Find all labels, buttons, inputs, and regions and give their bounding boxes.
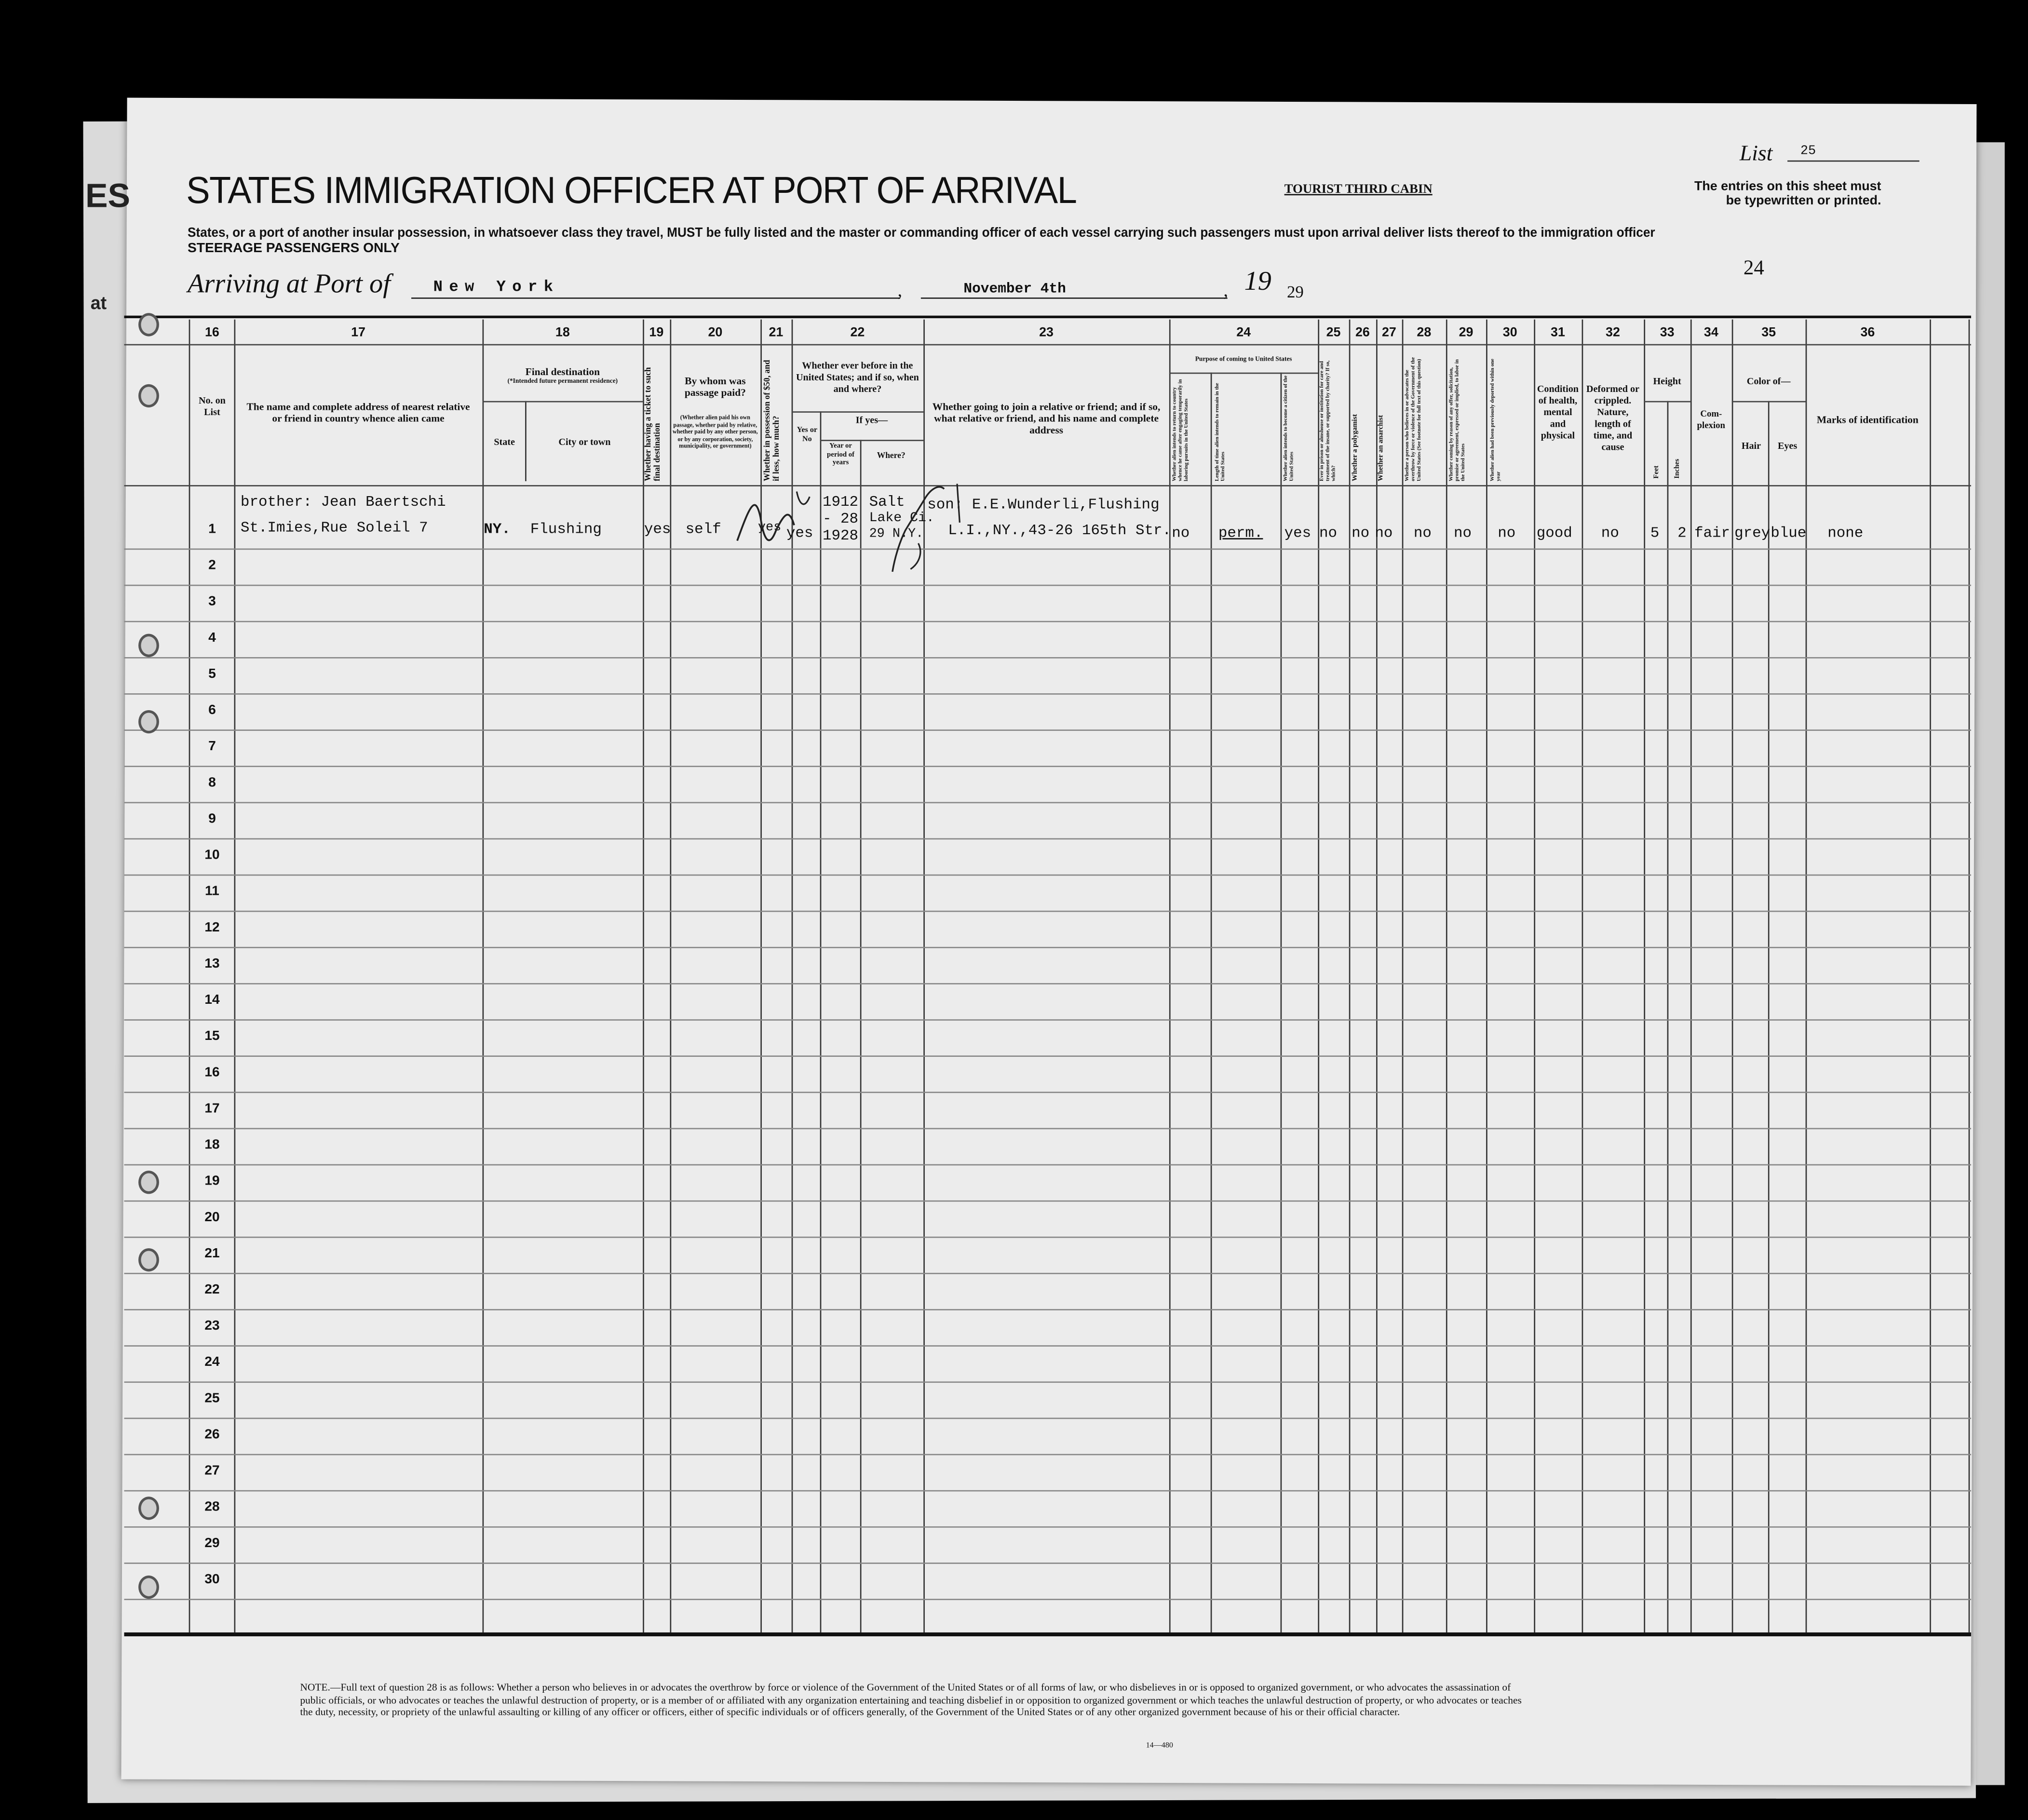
- row-rule: [124, 1490, 1971, 1492]
- row-number: 18: [204, 1137, 220, 1153]
- row-number: 28: [204, 1499, 220, 1515]
- column-number: 36: [1860, 326, 1875, 340]
- row-number: 21: [204, 1245, 220, 1261]
- dest-state: NY.: [484, 521, 511, 539]
- row-rule: [124, 1273, 1971, 1274]
- header-final-destination: Final destination: [525, 366, 600, 378]
- grid-vertical-line: [1732, 320, 1733, 1632]
- anarchist-value: no: [1375, 525, 1393, 542]
- comma: ,: [1223, 282, 1228, 302]
- row-number: 26: [204, 1427, 220, 1443]
- punch-hole: [138, 634, 159, 657]
- inches-value: 2: [1677, 525, 1687, 542]
- row-number: 24: [204, 1354, 220, 1370]
- q30-value: no: [1498, 525, 1516, 542]
- row-rule: [124, 947, 1971, 948]
- row-rule: [124, 1418, 1971, 1419]
- header-passage-paid: By whom was passage paid?: [684, 375, 746, 399]
- grid-vertical-line: [1376, 320, 1378, 1632]
- year-prefix: 19: [1244, 265, 1271, 297]
- column-number: 35: [1761, 326, 1776, 340]
- grid-vertical-line: [1644, 320, 1645, 1632]
- row-number: 13: [204, 956, 220, 971]
- row-rule: [124, 911, 1971, 912]
- passage-value: self: [685, 521, 721, 539]
- arrival-date-field: November 4th: [963, 282, 1066, 298]
- row-number: 12: [204, 919, 220, 935]
- header-if-yes: If yes—: [855, 414, 888, 426]
- grid-vertical-line: [1690, 320, 1692, 1632]
- year-value-line3: 1928: [823, 527, 859, 545]
- prison-value: no: [1319, 525, 1338, 542]
- edge-fragment: ES: [85, 175, 131, 215]
- row-rule: [124, 1092, 1971, 1093]
- row-rule: [124, 766, 1971, 767]
- header-feet: Feet: [1653, 465, 1661, 479]
- date-underline: [921, 297, 1228, 299]
- row-number: 6: [208, 702, 216, 718]
- hair-value: grey: [1734, 525, 1771, 542]
- sheet-class-label: TOURIST THIRD CABIN: [1284, 182, 1433, 197]
- table-bottom-rule: [124, 1632, 1971, 1636]
- condition-value: good: [1536, 525, 1572, 542]
- row-rule: [124, 729, 1971, 731]
- punch-hole: [138, 1171, 159, 1194]
- row-rule: [124, 802, 1971, 803]
- row-number: 11: [204, 883, 219, 899]
- row-number: 16: [204, 1065, 220, 1080]
- header-relative-address: The name and complete address of nearest relative or friend in country whence alien came: [246, 401, 470, 425]
- grid-vertical-line: [483, 320, 484, 1632]
- row-number: 10: [204, 847, 220, 863]
- relative-address-line2: St.Imies,Rue Soleil 7: [240, 520, 428, 537]
- column-number: 22: [850, 326, 865, 340]
- list-underline: [1787, 161, 1920, 162]
- row-number: 4: [208, 630, 216, 646]
- column-number: 27: [1381, 326, 1396, 340]
- header-purpose-length: Length of time alien intends to remain in the United States: [1213, 383, 1226, 482]
- where-value-line1: Salt: [869, 494, 905, 511]
- year-value-line1: 1912: [823, 494, 859, 511]
- row-number: 3: [208, 593, 216, 609]
- header-year-period: Year or period of years: [827, 442, 855, 467]
- grid-vertical-line: [234, 320, 236, 1632]
- row-rule: [124, 1526, 1971, 1528]
- steerage-label: STEERAGE PASSENGERS ONLY: [187, 241, 400, 256]
- column-number: 31: [1551, 326, 1565, 340]
- column-number: 26: [1355, 326, 1370, 340]
- grid-vertical-line: [1969, 320, 1970, 1632]
- header-state: State: [494, 436, 515, 448]
- row-rule: [124, 1454, 1971, 1456]
- deformed-value: no: [1601, 525, 1619, 542]
- column-number: 30: [1502, 326, 1517, 340]
- header-possession-50: Whether in possession of $50, and if less, how much?: [763, 360, 782, 482]
- grid-horizontal-line: [1644, 401, 1690, 403]
- purpose-citizen-value: yes: [1284, 525, 1311, 542]
- row-rule: [124, 875, 1971, 876]
- punch-hole: [138, 313, 159, 336]
- header-purpose-citizen: Whether alien intends to become a citizen of the United States: [1282, 375, 1294, 482]
- feet-value: 5: [1650, 525, 1660, 542]
- column-number: 29: [1459, 326, 1474, 340]
- row-number: 23: [204, 1318, 220, 1334]
- header-inches: Inches: [1674, 458, 1682, 479]
- header-city: City or town: [558, 436, 611, 448]
- column-number: 28: [1417, 326, 1432, 340]
- where-value-line3: 29 N.Y.: [869, 527, 924, 542]
- row-number: 27: [204, 1463, 220, 1479]
- punch-hole: [138, 1248, 159, 1271]
- grid-vertical-line: [1169, 320, 1171, 1632]
- instruction-text: States, or a port of another insular possession, in whatsoever class they travel, MUST be fully listed and the master or commanding officer of each vessel carrying such passengers must upon arrival deliver lists thereof to the immigration officer: [187, 225, 1655, 241]
- column-number: 19: [649, 326, 664, 340]
- column-number: 16: [204, 326, 219, 340]
- purpose-length-value: perm.: [1218, 525, 1263, 542]
- grid-vertical-line: [1486, 320, 1487, 1632]
- stamped-number: 24: [1743, 257, 1764, 280]
- grid-vertical-line: [643, 320, 644, 1632]
- grid-vertical-line: [1930, 320, 1931, 1632]
- row-rule: [124, 585, 1971, 586]
- grid-vertical-line: [1349, 320, 1351, 1632]
- form-number: 14—480: [1146, 1742, 1173, 1751]
- row-number: 19: [204, 1173, 220, 1189]
- entries-note-line2: be typewritten or printed.: [1726, 194, 1881, 208]
- handwritten-annotation: [724, 479, 983, 582]
- row-number: 9: [208, 811, 216, 827]
- grid-vertical-line: [670, 320, 671, 1632]
- column-number: 21: [769, 326, 784, 340]
- grid-sub-line: [1281, 373, 1282, 1632]
- possession-value: yes: [757, 521, 782, 536]
- row-number: 17: [204, 1101, 220, 1117]
- row-rule: [124, 1019, 1971, 1021]
- row-rule: [124, 549, 1971, 550]
- grid-sub-line: [525, 401, 527, 481]
- manifest-sheet: [121, 98, 1976, 1786]
- header-polygamist: Whether a polygamist: [1352, 414, 1360, 482]
- header-no-on-list: No. on List: [198, 394, 226, 418]
- row-rule: [124, 657, 1971, 659]
- header-where: Where?: [877, 451, 906, 461]
- joining-line1: son: E.E.Wunderli,Flushing: [927, 497, 1160, 514]
- row-number: 5: [208, 666, 216, 682]
- header-deformed: Deformed or crippled. Nature, length of time, and cause: [1586, 383, 1639, 453]
- grid-horizontal-line: [124, 344, 1971, 346]
- column-number: 20: [708, 326, 723, 340]
- punch-hole: [138, 710, 159, 733]
- row-rule: [124, 1563, 1971, 1564]
- row-rule: [124, 983, 1971, 984]
- polygamist-value: no: [1352, 525, 1370, 542]
- ticket-value: yes: [644, 521, 671, 539]
- grid-vertical-line: [1318, 320, 1319, 1632]
- header-purpose: Purpose of coming to United States: [1195, 357, 1292, 364]
- row-rule: [124, 621, 1971, 622]
- column-number: 33: [1660, 326, 1675, 340]
- grid-horizontal-line: [483, 401, 643, 403]
- header-joining: Whether going to join a relative or friend; and if so, what relative or friend, and his name and complete address: [932, 401, 1161, 436]
- q28-value: no: [1413, 525, 1432, 542]
- list-label: List: [1739, 141, 1773, 166]
- row-rule: [124, 1345, 1971, 1347]
- header-ticket: Whether having a ticket to such final destination: [644, 367, 662, 482]
- port-field: New York: [433, 278, 560, 297]
- grid-vertical-line: [189, 320, 190, 1632]
- column-number: 17: [351, 326, 365, 340]
- header-anarchist: Whether an anarchist: [1377, 415, 1385, 482]
- header-hair: Hair: [1741, 440, 1761, 452]
- row-number: 25: [204, 1390, 220, 1406]
- grid-horizontal-line: [792, 411, 924, 413]
- header-final-destination-note: (*Intended future permanent residence): [507, 379, 618, 386]
- column-number: 25: [1326, 326, 1341, 340]
- row-number: 14: [204, 992, 220, 1008]
- header-q30: Whether alien had been previously deported within one year: [1488, 359, 1501, 482]
- grid-vertical-line: [1446, 320, 1447, 1632]
- grid-horizontal-line: [820, 440, 924, 441]
- row-number: 29: [204, 1535, 220, 1551]
- dest-city: Flushing: [530, 521, 602, 539]
- header-before-us: Whether ever before in the United States; and if so, when and where?: [796, 359, 919, 395]
- row-number: 7: [208, 738, 216, 755]
- grid-sub-line: [1211, 373, 1212, 1632]
- port-underline: [411, 297, 900, 299]
- row-rule: [124, 1200, 1971, 1202]
- row-rule: [124, 1381, 1971, 1383]
- marks-value: none: [1827, 525, 1864, 542]
- column-number: 32: [1606, 326, 1620, 340]
- punch-hole: [138, 1496, 159, 1520]
- column-number: 34: [1704, 326, 1718, 340]
- entries-note: [1694, 180, 1881, 208]
- grid-vertical-line: [1582, 320, 1583, 1632]
- row-rule: [124, 693, 1971, 695]
- column-number: 18: [555, 326, 570, 340]
- header-q29: Whether coming by reason of any offer, solicitation, promise or agreement, expressed or implied, to labor in the United States: [1447, 359, 1466, 482]
- header-color-of: Color of—: [1746, 375, 1791, 387]
- row-rule: [124, 1599, 1971, 1600]
- footnote: NOTE.—Full text of question 28 is as follows: Whether a person who believes in or advocates the overthrow by force or violence of the Government of the United States or of all forms of law, or who disbelieves in or is opposed to organized government, or who advocates the assassination of public officials, or who advocates or teaches the unlawful destruction of property, or is a member of or affiliated with any organization entertaining and teaching disbelief in or opposition to organized government or which teaches the unlawful destruction of property, or who advocates or teaches the duty, necessity, or propriety of the unlawful assaulting or killing of any officer or officers, either of specific individuals or of officers generally, of the Government of the United States or of any other organized government because of his or their official character.: [300, 1681, 1522, 1718]
- row-rule: [124, 1237, 1971, 1238]
- arriving-label: Arriving at Port of: [187, 268, 391, 299]
- header-yes-no: Yes or No: [797, 427, 818, 444]
- header-marks: Marks of identification: [1816, 414, 1919, 426]
- q29-value: no: [1454, 525, 1472, 542]
- form-title: STATES IMMIGRATION OFFICER AT PORT OF ARRIVAL: [186, 171, 1077, 213]
- edge-fragment: at: [90, 292, 107, 313]
- row-rule: [124, 1128, 1971, 1130]
- grid-vertical-line: [1534, 320, 1535, 1632]
- row-number: 8: [208, 775, 216, 791]
- year-value-line2: - 28: [823, 511, 859, 528]
- comma: ,: [897, 282, 902, 302]
- header-q28: Whether a person who believes in or advocates the overthrow by force or violence of the Government of the United States (See footnote for full text of this question): [1403, 357, 1422, 482]
- header-passage-paid-note: (Whether alien paid his own passage, whether paid by relative, whether paid by any other person, or by any corporation, society, municipality, or government): [673, 414, 758, 449]
- where-value-line2: Lake Ci.: [869, 511, 934, 526]
- entries-note-line1: The entries on this sheet must: [1694, 179, 1881, 194]
- column-number: 23: [1039, 326, 1054, 340]
- table-top-rule: [124, 316, 1971, 318]
- punch-hole: [138, 1576, 159, 1599]
- header-condition: Condition of health, mental and physical: [1537, 383, 1579, 441]
- row-number: 20: [204, 1209, 220, 1225]
- punch-hole: [138, 384, 159, 407]
- eyes-value: blue: [1771, 525, 1807, 542]
- row-rule: [124, 1164, 1971, 1166]
- grid-horizontal-line: [124, 485, 1971, 486]
- grid-horizontal-line: [1732, 401, 1806, 403]
- header-complexion: Com-plexion: [1697, 408, 1726, 431]
- grid-vertical-line: [1402, 320, 1404, 1632]
- list-number: 25: [1800, 145, 1816, 160]
- before-yes-no-value: yes: [786, 525, 813, 542]
- row-rule: [124, 838, 1971, 840]
- row-number: 30: [204, 1571, 220, 1588]
- row-number: 15: [204, 1028, 220, 1044]
- grid-sub-line: [820, 411, 822, 1632]
- grid-vertical-line: [1806, 320, 1807, 1632]
- year-suffix: 29: [1286, 282, 1304, 302]
- joining-line2: L.I.,NY.,43-26 165th Str.: [948, 522, 1171, 539]
- row-number: 1: [208, 521, 216, 537]
- header-purpose-return: Whether alien intends to return to country whence he came after engaging temporarily in laboring pursuits in the United States: [1170, 379, 1189, 482]
- column-number: 24: [1236, 326, 1251, 340]
- row-rule: [124, 1309, 1971, 1310]
- complexion-value: fair: [1694, 525, 1731, 542]
- relative-address-line1: brother: Jean Baertschi: [240, 494, 446, 511]
- header-prison: Ever in prison or almshouse or institution for care and treatment of the insane, or supported by charity? If so, which?: [1318, 360, 1337, 482]
- purpose-return-value: no: [1172, 525, 1190, 542]
- header-height: Height: [1653, 375, 1681, 387]
- row-rule: [124, 1055, 1971, 1057]
- row-number: 2: [208, 557, 216, 573]
- header-eyes: Eyes: [1777, 440, 1798, 452]
- row-number: 22: [204, 1281, 220, 1298]
